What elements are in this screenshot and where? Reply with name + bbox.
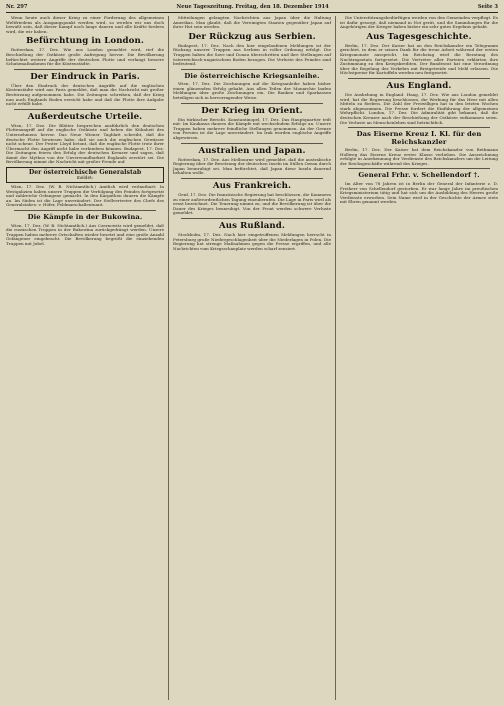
divider (181, 178, 323, 179)
article-tagesgeschichte: Berlin, 17. Dez. Der Kaiser hat an den Reichskanzler ein Telegramm gerichtet, in dem er seinen Dank für die treue Arbeit während der ersten Kriegsmonate ausspricht. Im Reichstag wird die Beratung des Nachtragsetats fortgesetzt. Die Vertreter aller Parteien erklärten ihre Zustimmung zu den Kriegskrediten. Der Bundesrat hat eine Verordnung über die Regelung des Verkehrs mit Brotgetreide und Mehl erlassen. Die Höchstpreise für Kartoffeln werden neu festgesetzt. (340, 42, 498, 76)
divider (181, 103, 323, 104)
column-3 (335, 16, 498, 700)
headline-orient: Der Krieg im Orient. (201, 105, 303, 116)
divider (348, 127, 490, 128)
article-london: Rotterdam, 17. Dez. Wie aus London gemeldet wird, rief die Beschießung der Ostküste große Aufregung hervor. Die Bevölkerung befürchtet weitere Angriffe der deutschen Flotte und verlangt bessere Schutzmaßnahmen für die Küstenstädte. (6, 47, 164, 67)
headline-paris: Der Eindruck in Paris. (30, 71, 140, 82)
divider (181, 69, 323, 70)
divider (181, 143, 323, 144)
column-2 (168, 16, 335, 700)
headline-serbien: Der Rückzug aus Serbien. (188, 31, 316, 42)
headline-japan: Australien und Japan. (198, 145, 306, 156)
headline-eisernes-kreuz: Das Eiserne Kreuz I. Kl. für den Reichskanzler (356, 130, 482, 146)
divider (14, 69, 156, 70)
headline-anleihe: Die österreichische Kriegsanleihe. (184, 71, 320, 80)
divider (348, 78, 490, 79)
headline-england: Aus England. (386, 80, 452, 91)
divider (14, 109, 156, 110)
article-eisernes-kreuz: Berlin, 17. Dez. Der Kaiser hat dem Reichskanzler von Bethmann Hollweg das Eiserne Kreuz erster Klasse verliehen. Die Auszeichnung erfolgte in Anerkennung der Verdienste des Reichskanzlers um die Leitung der Reichsgeschäfte während des Krieges. (340, 147, 498, 166)
masthead-title: Neue Tageszeitung. Freitag, den 18. Dezember 1914 (176, 4, 329, 10)
article-russland: Stockholm, 17. Dez. Nach hier eingetroffenen Meldungen herrscht in Petersburg große Niedergeschlagenheit über die Niederlagen in Polen. Die Regierung hat strenge Maßnahmen gegen die Presse ergriffen, und alle Nachrichten vom Kriegsschauplatz werden scharf zensiert. (173, 231, 331, 251)
headline-london: Befürchtung in London. (26, 36, 144, 47)
divider (14, 210, 156, 211)
generalstab-box (6, 167, 164, 183)
issue-number: Nr. 297 (6, 4, 28, 10)
article-intro-3: Die Unterstützungsbedürftigen werden von den Gemeinden verpflegt. Es ist dafür gesorgt, daß niemand in Not gerät, und die Sammlungen für die Angehörigen der Krieger haben bisher ein sehr gutes Ergebnis gehabt. (340, 16, 498, 30)
article-bukowina: Wien, 17. Dez. (W. B. Nichtamtlich.) Aus Czernowitz wird gemeldet, daß die russischen Truppen in der Bukowina zurückgedrängt werden. Unsere Truppen haben mehrere Ortschaften wieder besetzt und eine große Anzahl Gefangener eingebracht. Die Bevölkerung begrüßt die einziehenden Truppen mit Jubel. (6, 222, 164, 246)
article-paris: Über den Eindruck der deutschen Angriffe auf die englischen Küstenstädte wird aus Paris gemeldet, daß man die Nachricht mit großer Bestürzung aufgenommen habe. Die Zeitungen schreiben, daß der Krieg nun auch Englands Boden erreicht habe und daß die Flotte ihre Aufgabe nicht erfüllt habe. (6, 82, 164, 107)
article-orient: Ein türkischer Bericht. Konstantinopel, 17. Dez. Das Hauptquartier teilt mit: Im Kaukasus dauern die Kämpfe mit wechselndem Erfolge an. Unsere Truppen haben mehrere feindliche Stellungen genommen. An der Grenze von Persien ist die Lage unverändert. Im Irak wurden englische Angriffe abgewiesen. (173, 116, 331, 140)
columns (6, 16, 498, 700)
column-1 (6, 16, 168, 700)
headline-russland: Aus Rußland. (219, 220, 285, 231)
article-anleihe: Wien, 17. Dez. Die Zeichnungen auf die Kriegsanleihe haben bisher einen glänzenden Erfolg gehabt. Aus allen Teilen der Monarchie laufen Meldungen über große Zeichnungen ein. Die Banken und Sparkassen beteiligen sich in hervorragender Weise. (173, 81, 331, 101)
generalstab-title: Der österreichische Generalstab (28, 169, 142, 177)
headline-general: General Frhr. v. Schellendorf †. (358, 171, 480, 180)
article-serbien: Budapest, 17. Dez. Nach den hier eingelaufenen Meldungen ist der Rückzug unserer Truppen aus Serbien in voller Ordnung erfolgt. Die Truppen haben die Save und Donau überschritten und ihre Stellungen auf österreichisch-ungarischem Boden bezogen. Die Verluste des Feindes sind bedeutend. (173, 42, 331, 67)
divider (348, 168, 490, 169)
article-intro-2: Mitteilungen gelangten Nachrichten aus Japan über die Haltung Amerikas. Man glaubt, daß die Vereinigten Staaten gegenüber Japan auf ihrer Hut sein werden. (173, 16, 331, 30)
article-urteile: Wien, 17. Dez. Die Blätter besprechen ausführlich den deutschen Flottenangriff auf die englische Ostküste und heben die Kühnheit des Unternehmens hervor. Das Neue Wiener Tagblatt schreibt, daß die deutsche Flotte bewiesen habe, daß sie auch die englischen Gewässer nicht scheue. Der Pester Lloyd betont, daß die englische Flotte trotz ihrer Übermacht den Angriff nicht habe verhindern können. Budapest, 17. Dez. Die Zeitungen feiern den Erfolg der deutschen Kreuzer und sagen, daß damit der Mythus von der Unverwundbarkeit Englands zerstört sei. Die Bevölkerung nimmt die Nachricht mit großer Freude auf. (6, 122, 164, 165)
masthead (6, 4, 498, 13)
article-intro: Wenn heute auch dieser Krieg zu einer Forderung des allgemeinen Weltfriedens als Ausgangspunkt werden wird, so werden wir uns doch bewußt sein, daß dieser Kampf noch lange dauern und alle Kräfte fordern wird, die wir haben. (6, 16, 164, 34)
divider (181, 218, 323, 219)
page-number: Seite 3 (477, 4, 498, 10)
article-general: Im Alter von 78 Jahren ist in Berlin der General der Infanterie z. D. Freiherr von Schellendorf gestorben. Er war lange Jahre im preußischen Kriegsministerium tätig und hat sich um die Ausbildung des Heeres große Verdienste erworben. Sein Name wird in der Geschichte der Armee stets mit Ehren genannt werden. (340, 180, 498, 205)
article-england: Die Aushebung in England. Haag, 17. Dez. Wie aus London gemeldet wird, hat die Regierung beschlossen, die Werbung für das Heer mit allen Mitteln zu fördern. Die Zahl der Freiwilligen hat in den letzten Wochen stark abgenommen. Die Presse fordert die Einführung der allgemeinen Wehrpflicht. London, 17. Dez. Die Admiralität gibt bekannt, daß die deutschen Kreuzer nach der Beschießung der Ostküste entkommen seien. Die Verluste an Menschenleben sind beträchtlich. (340, 91, 498, 125)
article-wien: Wien, 17. Dez. (W. B. Nichtamtlich.) Amtlich wird verlautbart: In Westgalizien haben unsere Truppen die Verfolgung des Feindes fortgesetzt und zahlreiche Gefangene gemacht. In den Karpathen dauern die Kämpfe an. Im Süden ist die Lage unverändert. Der Stellvertreter des Chefs des Generalstabes: v. Höfer, Feldmarschalleutnant. (6, 184, 164, 208)
headline-urteile: Außerdeutsche Urteile. (27, 111, 143, 122)
headline-tagesgeschichte: Aus Tagesgeschichte. (366, 31, 472, 42)
article-frankreich: Genf, 17. Dez. Die französische Regierung hat beschlossen, die Kammern zu einer außerordentlichen Tagung einzuberufen. Die Lage in Paris wird als ernst bezeichnet. Die Teuerung nimmt zu, und die Bevölkerung ist über die Dauer des Krieges beunruhigt. Von der Front werden schwere Verluste gemeldet. (173, 191, 331, 216)
generalstab-sub: meldet: (76, 176, 94, 182)
article-japan: Rotterdam, 17. Dez. Aus Melbourne wird gemeldet, daß die australische Regierung über die Besetzung der deutschen Inseln im Stillen Ozean durch Japan beunruhigt sei. Man befürchtet, daß Japan diese Inseln dauernd behalten wolle. (173, 156, 331, 176)
headline-bukowina: Die Kämpfe in der Bukowina. (27, 213, 143, 222)
headline-frankreich: Aus Frankreich. (212, 180, 292, 191)
